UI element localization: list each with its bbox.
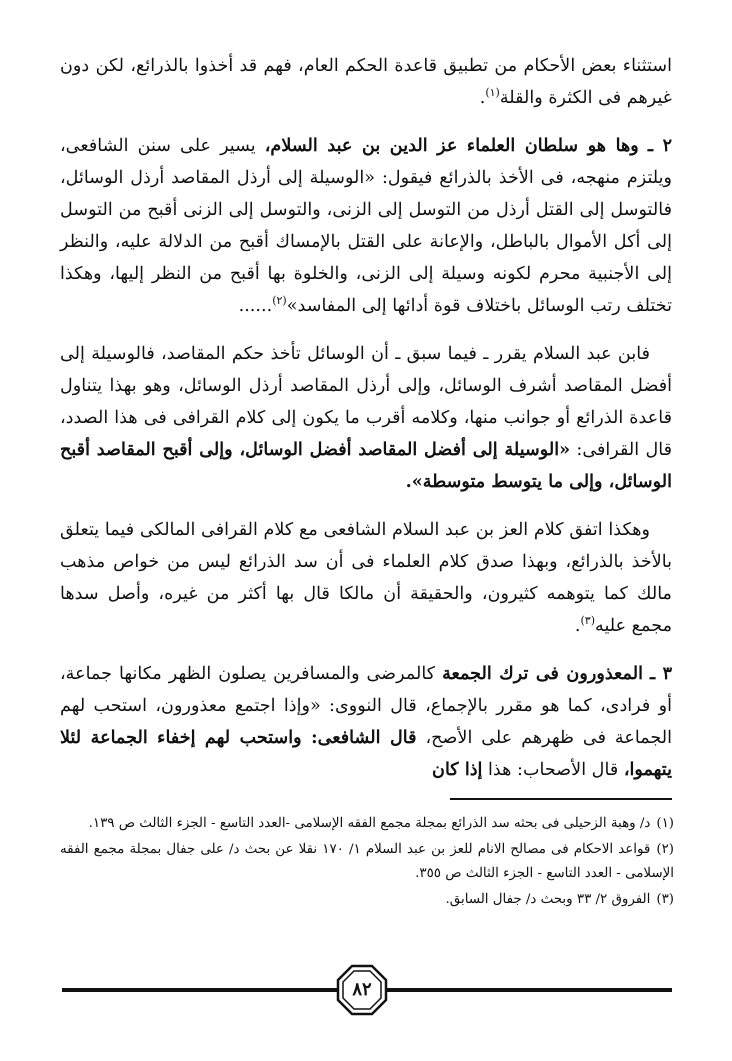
- footnote-text: د/ وهبة الزحيلى فى بحثه سد الذرائع بمجلة مجمع الفقه الإسلامى -العدد التاسع - الجزء الثالث ص ١٣٩.: [88, 816, 651, 831]
- paragraph-2: [60, 130, 672, 322]
- footnote-mark: (٢): [656, 842, 674, 857]
- page-number-badge: [336, 964, 388, 1016]
- paragraph-1-end: .: [479, 88, 486, 108]
- footnotes: [60, 812, 674, 914]
- paragraph-5-bold-quote: قال الشافعى: واستحب لهم إخفاء الجماعة لئلا يتهموا،: [60, 727, 672, 780]
- paragraph-5-text: كالمرضى والمسافرين يصلون الظهر مكانها جماعة، أو فرادى، كما هو مقرر بالإجماع، قال النووى: «وإذا اجتمع معذورون، استحب لهم الجماعة فى ظهرهم على الأصح،: [60, 664, 673, 748]
- paragraph-5-text-2: قال الأصحاب: هذا: [488, 760, 619, 780]
- paragraph-3: [60, 338, 672, 498]
- footnote-mark: (٣): [656, 892, 674, 907]
- footnote-mark: (١): [656, 816, 674, 831]
- page-number: ٨٢: [352, 979, 372, 1000]
- paragraph-4: [60, 514, 672, 642]
- main-text: [60, 50, 672, 802]
- paragraph-4-end: .: [574, 616, 581, 636]
- paragraph-1: [60, 50, 672, 114]
- footnote-ref-2[interactable]: (٢): [272, 294, 287, 308]
- footnote-3: [60, 888, 674, 912]
- footnote-text: قواعد الاحكام فى مصالح الانام للعز بن عبد السلام ١/ ١٧٠ نقلا عن بحث د/ على جفال بمجلة مجمع الفقه الإسلامى - العدد التاسع - الجزء الثالث ص ٣٥٥.: [60, 842, 674, 881]
- paragraph-3-text: فابن عبد السلام يقرر ـ فيما سبق ـ أن الوسائل تأخذ حكم المقاصد، فالوسيلة إلى أفضل المقاصد أشرف الوسائل، وإلى أرذل المقاصد أرذل الوسائل، وهو بهذا يتناول قاعدة الذرائع أو جوانب منها، وكلامه أقرب ما يكون إلى كلام القرافى فى هذا الصدد، قال القرافى:: [60, 344, 672, 460]
- footnote-separator: [450, 798, 672, 800]
- footnote-ref-3[interactable]: (٣): [580, 614, 596, 628]
- paragraph-2-heading: وها هو سلطان العلماء عز الدين بن عبد السلام،: [264, 135, 639, 156]
- paragraph-4-text: وهكذا اتفق كلام العز بن عبد السلام الشافعى مع كلام القرافى المالكى فيما يتعلق بالأخذ بالذرائع، وبهذا صدق كلام العلماء فى أن سد الذرائع ليس من خواص مذهب مالك كما يتوهمه كثيرون، والحقيقة أن مالكا قال بها أكثر من غيره، وأصل سدها مجمع عليه: [60, 520, 672, 636]
- paragraph-2-end: ......: [238, 296, 273, 316]
- item-number-2: ٢ ـ: [647, 135, 673, 156]
- paragraph-5: [60, 658, 672, 786]
- footnote-1: [60, 812, 674, 836]
- item-number-3: ٣ ـ: [649, 663, 673, 684]
- footnote-text: الفروق ٢/ ٣٣ وبحث د/ جفال السابق.: [445, 892, 651, 907]
- paragraph-5-heading: المعذورون فى ترك الجمعة: [442, 663, 643, 684]
- footnote-2: [60, 838, 674, 886]
- paragraph-5-bold-tail: إذا كان: [432, 759, 483, 780]
- paragraph-2-text: يسير على سنن الشافعى، ويلتزم منهجه، فى الأخذ بالذرائع فيقول: «الوسيلة إلى أرذل المقاصد أرذل الوسائل، فالتوسل إلى القتل أرذل من التوسل إلى الزنى، والتوسل إلى الزنى أقبح من التوسل إلى أكل الأموال بالباطل، والإعانة على القتل بالإمساك أقبح من الدلالة عليه، والنظر إلى الأجنبية محرم لكونه وسيلة إلى الزنى، والخلوة بها أقبح من النظر إليها، وهكذا تختلف رتب الوسائل باختلاف قوة أدائها إلى المفاسد»: [60, 136, 672, 316]
- paragraph-3-quote: «الوسيلة إلى أفضل المقاصد أفضل الوسائل، وإلى أقبح المقاصد أقبح الوسائل، وإلى ما يتوسط متوسطة».: [60, 439, 672, 492]
- footnote-ref-1[interactable]: (١): [485, 86, 500, 100]
- paragraph-1-text: استثناء بعض الأحكام من تطبيق قاعدة الحكم العام، فهم قد أخذوا بالذرائع، لكن دون غيرهم فى الكثرة والقلة: [60, 56, 672, 108]
